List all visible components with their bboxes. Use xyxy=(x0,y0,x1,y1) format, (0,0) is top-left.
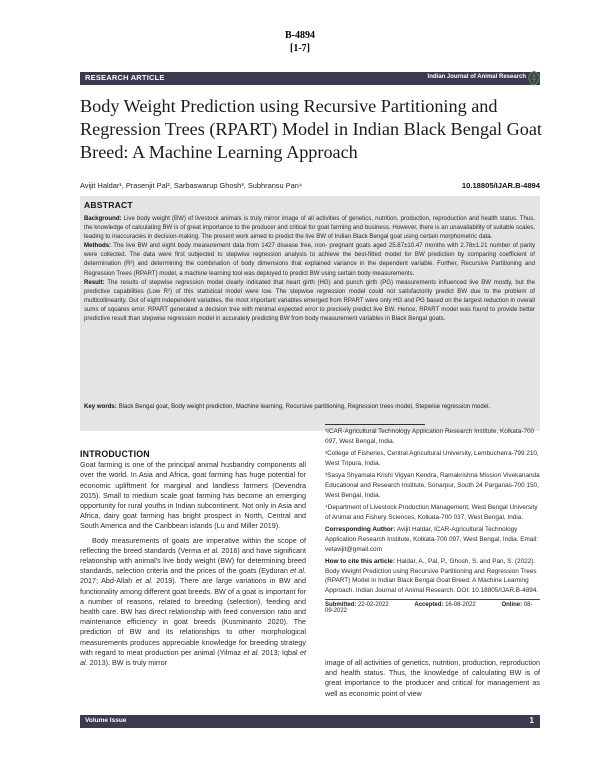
accepted-date: Accepted: 16-08-2022 xyxy=(414,601,476,608)
abstract-result: Result: The results of stepwise regression model clearly indicated that heart girth (HG) and punch girth (PG) measurements influenced live BW mostly, but the predictive capabilities (Low R²) of this statistical model were low. The stepwise regression model could not satisfactorily predict BW due to the problem of multicollinearity. Out of eight independent variables, the most important variables emerged from RPART were only HG and PG based on the largest reduction in overall sums of squares error. RPART generated a decision tree with minimal expected error to precisely predict live BW. Hence, RPART model was found to provide better predictive result than stepwise regression model in accurately predicting BW from body measurement variables in Black Bengal goats. xyxy=(84,278,535,323)
author-list: Avijit Haldar¹, Prasenjit Pal², Sarbaswarup Ghosh³, Subhransu Pan⁴ xyxy=(80,181,302,190)
volume-issue: Volume Issue xyxy=(85,717,127,724)
page-number: 1 xyxy=(529,716,534,725)
introduction-heading: INTRODUCTION xyxy=(80,449,150,459)
submitted-date: Submitted: 22-02-2022 xyxy=(325,601,389,608)
keywords: Key words: Black Bengal goat, Body weight prediction, Machine learning, Recursive partitioning, Regression trees model, Stepwise regression model. xyxy=(84,403,491,410)
journal-name: Indian Journal of Animal Research xyxy=(427,74,526,80)
section-label: RESEARCH ARTICLE xyxy=(85,73,165,82)
paper-title: Body Weight Prediction using Recursive Partitioning and Regression Trees (RPART) Model in Indian Black Bengal Goat Breed: A Machine Learning Approach xyxy=(80,96,542,162)
footnote-rule xyxy=(325,424,425,425)
page-range: [1-7] xyxy=(290,43,310,54)
article-id: B-4894 xyxy=(285,30,315,41)
journal-logo-icon xyxy=(526,70,542,86)
footer-banner xyxy=(80,715,540,728)
article-dates xyxy=(325,599,540,614)
introduction-column xyxy=(80,449,306,668)
affiliation: ¹ICAR-Agricultural Technology Application Research Institute, Kolkata-700 097, West Bengal, India. xyxy=(325,428,535,445)
intro-paragraph-1: Goat farming is one of the principal animal husbandry components all over the world. In Asia and Africa, goat farming has huge potential for economic upliftment for marginal and landless farmers (Devendra 2015). Small to medium scale goat farming has become an emerging opportunity for rural youths in Indian subcontinent. Not only in Asia and Africa, dairy goat farming has bright prospect in North, Central and South America and the Caribbean islands (Lu and Miller 2019). xyxy=(80,460,306,531)
continuation-text: image of all activities of genetics, nutrition, production, reproduction and health status. Thus, the knowledge of calculating BW is of great importance to the producer and critical for management as well as economic point of view xyxy=(325,658,540,698)
abstract-body xyxy=(84,214,535,323)
abstract-box xyxy=(80,196,540,431)
affiliation: ⁴Department of Livestock Production Management, West Bengal University of Animal and Fishery Sciences, Kolkata-700 037, West Bengal, India. xyxy=(325,504,538,521)
affiliations-column xyxy=(325,427,540,614)
corresponding-author: Corresponding Author: Avijit Haldar, ICAR-Agricultural Technology Application Research Institute, Kolkata-700 097, West Bengal, India. Email: vetavijit@gmail.com xyxy=(325,526,539,553)
top-banner xyxy=(80,72,540,85)
abstract-heading: ABSTRACT xyxy=(84,200,133,210)
affiliation: ²College of Fisheries, Central Agricultural University, Lembucherra-799 210, West Tripura, India. xyxy=(325,450,539,467)
affiliation: ³Sasya Shyamala Krishi Vigyan Kendra, Ramakrishna Mission Vivekananda Educational and Research Institute, Sonarpur, South 24 Parganas-700 150, West Bengal, India. xyxy=(325,472,540,499)
intro-paragraph-2: Body measurements of goats are imperative within the scope of reflecting the breed standards (Verma et al. 2016) and have significant relationship with animal's live body weight (BW) for determining breed standards, selection criteria and the prices of the goats (Eyduran et al. 2017; Abd-Allah et al. 2019). There are large variations in BW and functionality among different goat breeds. BW of a goat is important for a number of reasons, related to breeding (selection), feeding and health care. BW has direct relationship with feed conversion ratio and maintenance efficiency in goat breeds (Kusminanto 2020). The prediction of BW and its relationships to other morphological measurements produces appreciable knowledge for breeding strategy with regard to meat production per animal (Yilmaz et al. 2013; Iqbal et al. 2013). BW is truly mirror xyxy=(80,535,307,668)
abstract-methods: Methods: The live BW and eight body measurement data from 1427 disease free, non- pregnant goats aged 25.87±10.47 months with 2.78±1.21 number of parity were collected. The data were first subjected to stepwise regression analysis to achieve the best-fitted model for BW prediction by comparing coefficient of determination (R²) and determining the combination of body dimensions that explained variance in the dependent variable. Further, Recursive Partitioning and Regression Trees (RPART) model, a machine learning tool was deployed to predict BW using certain body measurements. xyxy=(84,242,535,277)
doi[interactable]: 10.18805/IJAR.B-4894 xyxy=(461,181,540,190)
abstract-background: Background: Live body weight (BW) of livestock animals is truly mirror image of all activities of genetics, nutrition, production, reproduction and health status. Thus, the knowledge of calculating BW is of great importance to the producer and critical for goat farming and business. However, there is an unavailability of suitable scales, leading to inaccuracies in decision-making. The present work aimed to predict the live BW of Indian Black Bengal goat using certain morphometric data. xyxy=(84,215,535,241)
how-to-cite: How to cite this article: Haldar, A., Pal, P., Ghosh, S. and Pan, S. (2022). Body Weight Prediction using Recursive Partitioning and Regression Trees (RPART) Model in Indian Black Bengal Goat Breed: A Machine Learning Approach. Indian Journal of Animal Research. DOI: 10.18805/IJAR.B-4894. xyxy=(325,558,539,594)
online-date: Online: 08-09-2022 xyxy=(325,601,533,614)
